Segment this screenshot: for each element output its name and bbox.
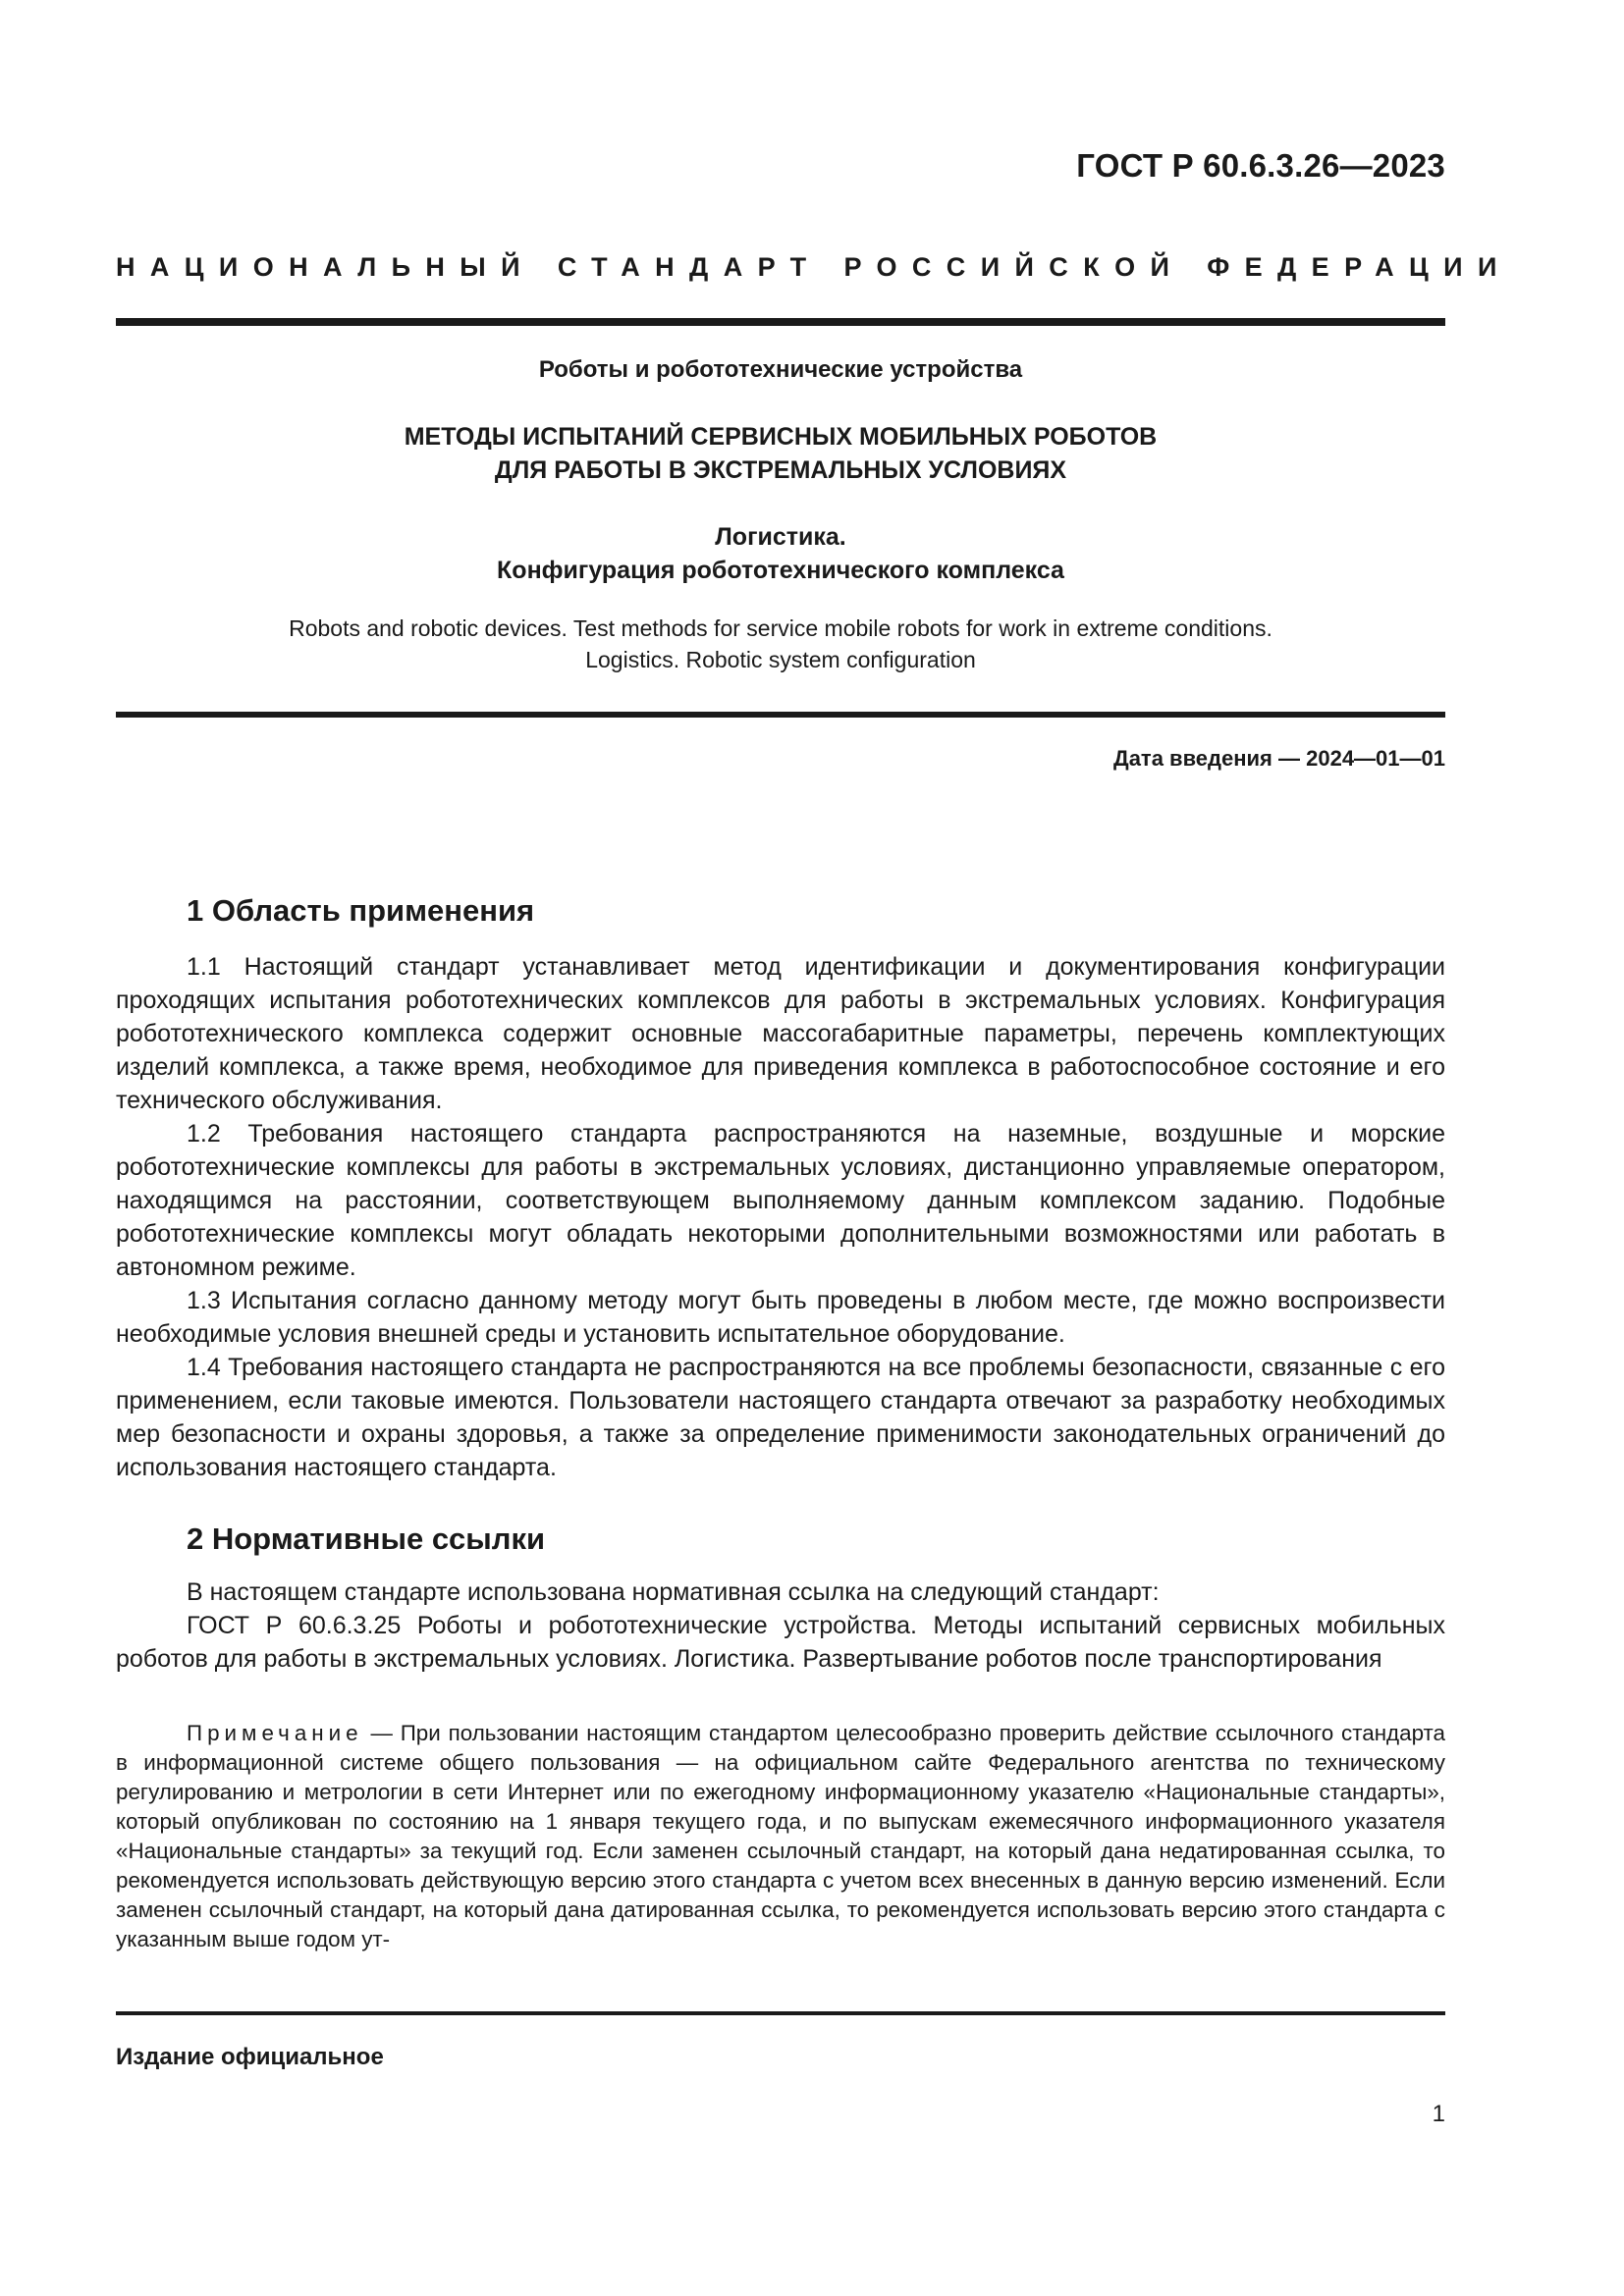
title-divider: [116, 712, 1445, 718]
main-title: [116, 420, 1445, 487]
paragraph-1-3: 1.3 Испытания согласно данному методу могут быть проведены в любом месте, где можно воспроизвести необходимые условия внешней среды и установить испытательное оборудование.: [116, 1287, 1445, 1348]
introduction-date: Дата введения — 2024—01—01: [1113, 746, 1445, 771]
note-text: — При пользовании настоящим стандартом целесообразно проверить действие ссылочного стандарта в информационной системе общего пользования — на официальном сайте Федерального агентства по техническому регулированию и метрологии в сети Интернет или по ежегодному информационному указателю «Национальные стандарты», который опубликован по состоянию на 1 января текущего года, и по выпускам ежемесячного информационного указателя «Национальные стандарты» за текущий год. Если заменен ссылочный стандарт, на который дана недатированная ссылка, то рекомендуется использовать действующую версию этого стандарта с учетом всех внесенных в данную версию изменений. Если заменен ссылочный стандарт, на который дана датированная ссылка, то рекомендуется использовать версию этого стандарта с указанным выше годом ут-: [116, 1721, 1445, 1951]
document-number: ГОСТ Р 60.6.3.26—2023: [1076, 147, 1445, 184]
english-title-line-1: Robots and robotic devices. Test methods for service mobile robots for work in extreme conditions.: [289, 615, 1272, 641]
paragraph-2-intro: В настоящем стандарте использована нормативная ссылка на следующий стандарт:: [187, 1578, 1160, 1606]
note-label: Примечание: [187, 1721, 363, 1745]
part-title-line-2: Конфигурация робототехнического комплекса: [497, 557, 1064, 584]
part-title-line-1: Логистика.: [715, 523, 846, 551]
main-title-line-1: МЕТОДЫ ИСПЫТАНИЙ СЕРВИСНЫХ МОБИЛЬНЫХ РОБОТОВ: [404, 423, 1158, 451]
footer-divider: [116, 2011, 1445, 2015]
note-paragraph: [116, 1719, 1445, 1954]
header-divider: [116, 318, 1445, 326]
main-title-line-2: ДЛЯ РАБОТЫ В ЭКСТРЕМАЛЬНЫХ УСЛОВИЯХ: [494, 456, 1067, 484]
english-title: [116, 613, 1445, 675]
paragraph-2-reference: ГОСТ Р 60.6.3.25 Роботы и робототехнические устройства. Методы испытаний сервисных мобильных роботов для работы в экстремальных условиях. Логистика. Развертывание роботов после транспортирования: [116, 1612, 1445, 1673]
english-title-line-2: Logistics. Robotic system configuration: [585, 647, 976, 672]
section-1-body: [116, 950, 1445, 1484]
section-2-body: [116, 1575, 1445, 1676]
official-edition-label: Издание официальное: [116, 2044, 384, 2070]
paragraph-1-2: 1.2 Требования настоящего стандарта распространяются на наземные, воздушные и морские робототехнические комплексы для работы в экстремальных условиях, дистанционно управляемые оператором, находящимся на расстоянии, соответствующем выполняемому данным комплексом заданию. Подобные робототехнические комплексы могут обладать некоторыми дополнительными возможностями или работать в автономном режиме.: [116, 1120, 1445, 1281]
note-block: [116, 1719, 1445, 1954]
section-2-heading: 2 Нормативные ссылки: [187, 1522, 546, 1556]
part-title: [116, 520, 1445, 587]
section-1-heading: 1 Область применения: [187, 893, 535, 928]
paragraph-1-1: 1.1 Настоящий стандарт устанавливает метод идентификации и документирования конфигурации проходящих испытания робототехнических комплексов для работы в экстремальных условиях. Конфигурация робототехнического комплекса содержит основные массогабаритные параметры, перечень комплектующих изделий комплекса, а также время, необходимое для приведения комплекса в работоспособное состояние и его технического обслуживания.: [116, 953, 1445, 1114]
paragraph-1-4: 1.4 Требования настоящего стандарта не распространяются на все проблемы безопасности, связанные с его применением, если таковые имеются. Пользователи настоящего стандарта отвечают за разработку необходимых мер безопасности и охраны здоровья, а также за определение применимости законодательных ограничений до использования настоящего стандарта.: [116, 1354, 1445, 1481]
series-title: Роботы и робототехнические устройства: [538, 356, 1023, 383]
national-standard-banner: НАЦИОНАЛЬНЫЙ СТАНДАРТ РОССИЙСКОЙ ФЕДЕРАЦИИ: [116, 252, 1512, 282]
page-number: 1: [1432, 2101, 1445, 2127]
